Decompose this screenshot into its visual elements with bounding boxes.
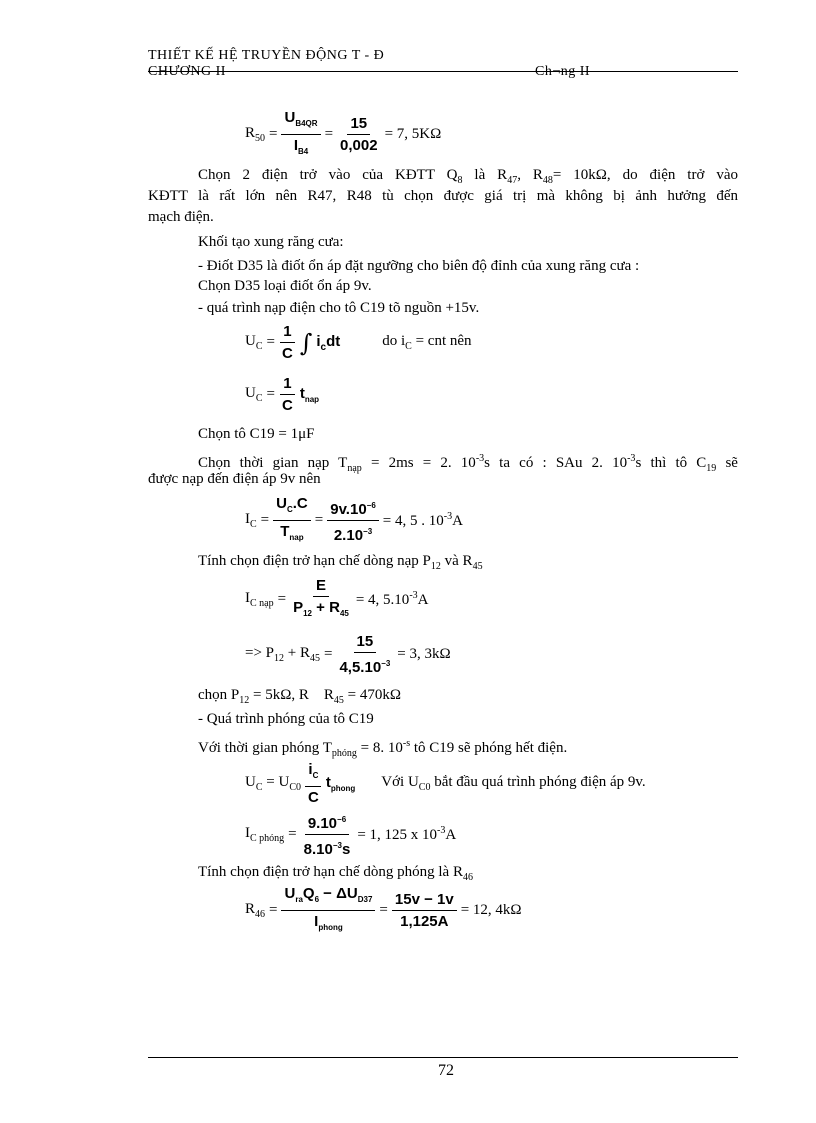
p12-result: = 3, 3kΩ bbox=[397, 646, 451, 662]
uc1-dt: dt bbox=[326, 332, 341, 350]
p3-sub: nạp bbox=[347, 463, 362, 474]
uc1-equals: = bbox=[266, 334, 275, 350]
p1-text-b: là R bbox=[462, 167, 508, 183]
section-sawtooth-heading: Khối tạo xung răng cưa: bbox=[198, 234, 344, 250]
uc2-t-sub: nap bbox=[304, 395, 320, 404]
uc1-lhs-sub: C bbox=[255, 341, 263, 352]
ic-num1-sub: C bbox=[286, 505, 293, 514]
p3-sup: -3 bbox=[475, 453, 485, 464]
uc1-lhs: U bbox=[245, 333, 256, 349]
cp-text-a: chọn P bbox=[198, 687, 240, 703]
limit-charge-text bbox=[198, 551, 788, 577]
p1-text-c: , R bbox=[517, 167, 543, 183]
r46-fraction-numeric bbox=[392, 890, 457, 931]
uc3-den: C bbox=[307, 789, 319, 806]
p1-text-a: Chọn 2 điện trở vào của KĐTT Q bbox=[198, 167, 458, 183]
uc1-note-a: do i bbox=[382, 333, 406, 349]
uc3-t-sub: phong bbox=[330, 784, 356, 793]
equation-r50: $R_{50}$ = $\frac{U_{B4QR}}{I_{B4}}$ = $\frac{15}{0,002}$ = 7, 5KΩ bbox=[245, 108, 441, 161]
r46-num1-sub2: 6 bbox=[314, 895, 320, 904]
uc2-t: t bbox=[299, 385, 305, 402]
r46-num2: 15v − 1v bbox=[392, 890, 457, 911]
ic-lhs: I bbox=[245, 511, 250, 527]
header-rule bbox=[148, 71, 738, 72]
choose-c19-text: Chọn tô C19 = 1μF bbox=[198, 426, 315, 442]
ic-result: = 4, 5 . 10 bbox=[382, 513, 444, 529]
ld-sub: 46 bbox=[462, 872, 473, 883]
ic-fraction-symbolic bbox=[273, 494, 311, 547]
lc-text-a: Tính chọn điện trở hạn chế dòng nạp P bbox=[198, 553, 431, 569]
uc3-note-sub: C0 bbox=[418, 782, 431, 793]
uc3-t: t bbox=[325, 774, 331, 791]
r46-lhs: R bbox=[245, 901, 256, 917]
r50-num2: 15 bbox=[347, 114, 370, 135]
lc-text-b: và R bbox=[440, 553, 473, 569]
icnap-lhs-sub: C nạp bbox=[250, 598, 274, 609]
r46-fraction-symbolic bbox=[281, 884, 375, 937]
icphong-num: 9.10 bbox=[307, 815, 338, 832]
r50-den1: I bbox=[293, 137, 298, 154]
p12-fraction bbox=[336, 632, 393, 677]
ic-den2-sup: −3 bbox=[363, 527, 373, 536]
dt-text-c: tô C19 sẽ phóng hết điện. bbox=[410, 740, 568, 756]
icnap-den-b: + R bbox=[312, 599, 340, 616]
uc1-den: C bbox=[281, 345, 293, 362]
ic-den2: 2.10 bbox=[333, 527, 364, 544]
uc3-mid: = U bbox=[262, 774, 290, 790]
icphong-fraction bbox=[301, 810, 354, 859]
icnap-result-unit: A bbox=[417, 592, 429, 608]
p12-lhs-sub2: 45 bbox=[309, 653, 320, 664]
uc2-den: C bbox=[281, 397, 293, 414]
uc1-note-sub: C bbox=[405, 341, 412, 352]
r50-den2: 0,002 bbox=[340, 137, 378, 154]
p3-text-b: = 2ms = 2. 10 bbox=[361, 455, 476, 471]
r50-equals: = bbox=[269, 126, 278, 142]
uc3-fraction bbox=[305, 760, 322, 807]
p1-r47-sub: 47 bbox=[507, 175, 518, 186]
p12-lhs-sub1: 12 bbox=[274, 653, 285, 664]
equation-ic-nap bbox=[245, 576, 429, 623]
uc1-integrand: i bbox=[316, 332, 321, 350]
uc3-num-sub: C bbox=[312, 771, 319, 780]
uc1-num: 1 bbox=[280, 322, 294, 343]
uc1-note-b: = cnt nên bbox=[411, 333, 472, 349]
ic-den1: T bbox=[280, 523, 290, 540]
uc1-fraction bbox=[279, 322, 296, 363]
equation-uc-discharge bbox=[245, 760, 646, 807]
ic-result-unit: A bbox=[452, 513, 463, 529]
r50-lhs: R bbox=[245, 125, 256, 141]
r50-lhs-sub: 50 bbox=[255, 133, 266, 144]
paragraph-charge-time-line2: được nạp đến điện áp 9v nên bbox=[148, 471, 321, 487]
cp-sub2: 45 bbox=[333, 695, 344, 706]
lc-sub1: 12 bbox=[430, 561, 441, 572]
uc2-num: 1 bbox=[280, 374, 294, 395]
icnap-fraction bbox=[290, 576, 352, 623]
r50-result: = 7, 5KΩ bbox=[384, 126, 442, 142]
r46-num1-sub1: ra bbox=[295, 895, 303, 904]
icphong-lhs-sub: C phóng bbox=[250, 833, 285, 844]
equation-p12-r45 bbox=[245, 632, 451, 677]
r46-lhs-sub: 46 bbox=[255, 909, 266, 920]
uc3-num: i bbox=[308, 761, 313, 778]
ic-equals: = bbox=[260, 512, 270, 528]
p12-equals: = bbox=[323, 646, 333, 662]
uc3-note-b: bắt đầu quá trình phóng điện áp 9v. bbox=[430, 774, 646, 790]
uc2-lhs-sub: C bbox=[255, 393, 263, 404]
ic-den1-sub: nap bbox=[289, 533, 304, 542]
p3-text-c: s ta có : SAu 2. 10 bbox=[484, 455, 628, 471]
icphong-den-unit: s bbox=[341, 841, 351, 858]
ic-fraction-numeric bbox=[327, 496, 379, 545]
uc3-lhs-sub: C bbox=[255, 782, 263, 793]
uc3-lhs: U bbox=[245, 774, 256, 790]
uc2-lhs: U bbox=[245, 385, 256, 401]
ic-num2-sup: −6 bbox=[366, 501, 376, 510]
equation-uc-integral bbox=[245, 322, 472, 363]
ic-num2: 9v.10 bbox=[330, 501, 367, 518]
equation-uc-linear bbox=[245, 374, 319, 415]
icnap-lhs: I bbox=[245, 590, 250, 606]
dt-text-a: Với thời gian phóng T bbox=[198, 740, 332, 756]
uc2-equals: = bbox=[266, 386, 275, 402]
ic-lhs-sub: C bbox=[250, 519, 257, 530]
r50-den1-sub: B4 bbox=[297, 147, 309, 156]
icnap-num: E bbox=[313, 576, 329, 597]
p12-den-sup: −3 bbox=[381, 659, 391, 668]
icnap-den-sub1: 12 bbox=[303, 609, 312, 618]
p3-text-a: Chọn thời gian nạp T bbox=[198, 455, 348, 471]
icnap-den-sub2: 45 bbox=[339, 609, 349, 618]
r46-num1-a: U bbox=[284, 885, 296, 902]
r46-den1-sub: phong bbox=[318, 923, 343, 932]
p3-sup2: -3 bbox=[627, 453, 636, 464]
p3-sub2: 19 bbox=[706, 463, 717, 474]
p12-lhs-b: + R bbox=[284, 645, 310, 661]
cp-sub1: 12 bbox=[239, 695, 250, 706]
r46-num1-b: Q bbox=[302, 885, 315, 902]
icnap-den-a: P bbox=[293, 599, 304, 616]
p1-q-sub: 8 bbox=[457, 175, 463, 186]
icphong-equals: = bbox=[288, 826, 297, 842]
icphong-den: 8.10 bbox=[303, 841, 333, 858]
footer-rule bbox=[148, 1057, 738, 1058]
p12-den: 4,5.10 bbox=[339, 659, 382, 676]
icphong-result-sup: -3 bbox=[437, 825, 446, 836]
charge-process-text: - quá trình nạp điện cho tô C19 tõ nguồn +15v. bbox=[198, 300, 480, 316]
r46-equals: = bbox=[269, 902, 278, 918]
ld-text-a: Tính chọn điện trở hạn chế dòng phóng là R bbox=[198, 864, 463, 880]
integral-symbol: ∫ bbox=[299, 328, 313, 357]
ic-result-sup: -3 bbox=[443, 511, 453, 522]
paragraph-diode-line2: Chọn D35 loại điốt ổn áp 9v. bbox=[198, 278, 372, 294]
uc3-mid-sub: C0 bbox=[289, 782, 301, 793]
icnap-result: = 4, 5.10 bbox=[355, 592, 410, 608]
paragraph-diode-line1: - Điốt D35 là điốt ổn áp đặt ngưỡng cho biên độ đỉnh của xung răng cưa : bbox=[198, 258, 640, 274]
icnap-result-sup: -3 bbox=[409, 590, 418, 601]
icphong-lhs: I bbox=[245, 825, 250, 841]
icphong-result-unit: A bbox=[445, 827, 457, 843]
lc-sub2: 45 bbox=[472, 561, 483, 572]
r46-num1-c: − ΔU bbox=[319, 885, 358, 902]
r50-num1: U bbox=[284, 109, 296, 126]
r46-den2: 1,125A bbox=[400, 913, 449, 930]
p3-text-e: sẽ bbox=[716, 455, 738, 471]
r50-num1-sub: B4QR bbox=[295, 119, 318, 128]
p1-r48-sub: 48 bbox=[542, 175, 553, 186]
r50-fraction-symbolic bbox=[281, 108, 320, 161]
p1-text-d: = 10kΩ, do điện trở vào bbox=[552, 167, 738, 183]
cp-text-c: = 470kΩ bbox=[343, 687, 401, 703]
chapter-label-left: CHƯƠNG II bbox=[148, 64, 226, 79]
icphong-den-sup: −3 bbox=[332, 841, 342, 850]
equation-ic-phong bbox=[245, 810, 456, 859]
discharge-process-text: - Quá trình phóng của tô C19 bbox=[198, 711, 374, 727]
icnap-equals: = bbox=[277, 591, 287, 607]
choose-p12-text bbox=[198, 685, 788, 711]
p12-num: 15 bbox=[354, 632, 377, 653]
equation-ic: $I_C$ = $\frac{U_C.C}{T_{nap}}$ = $\frac{9v.10^{-6}}{2.10^{-3}}$ = 4, 5 . $10^{-3}A$ bbox=[245, 494, 463, 547]
equation-r46: $R_{46}$ = $\frac{U_{ra}Q_6 - \Delta U_{D37}}{I_{phong}}$ = $\frac{15v - 1v}{1,125A}$ = 12, 4kΩ bbox=[245, 884, 522, 937]
r46-num1-sub3: D37 bbox=[357, 895, 373, 904]
dt-sup: -s bbox=[402, 738, 411, 749]
uc3-note-a: Với U bbox=[381, 774, 419, 790]
dt-sub: phóng bbox=[331, 748, 357, 759]
dt-text-b: = 8. 10 bbox=[356, 740, 403, 756]
icphong-result: = 1, 125 x 10 bbox=[357, 827, 438, 843]
page-number: 72 bbox=[438, 1062, 454, 1079]
uc2-fraction bbox=[279, 374, 296, 415]
ic-num1: U bbox=[276, 495, 287, 512]
paragraph-input-resistors-line2: KĐTT là rất lớn nên R47, R48 tù chọn được giá trị mà không bị ảnh hưởng đến bbox=[148, 188, 738, 204]
ic-num1-b: .C bbox=[292, 495, 308, 512]
p3-text-d: s thì tô C bbox=[635, 455, 707, 471]
r46-result: = 12, 4kΩ bbox=[460, 902, 522, 918]
uc1-integrand-sub: c bbox=[320, 341, 327, 353]
document-header-title: THIẾT KẾ HỆ TRUYỀN ĐỘNG T - Đ bbox=[148, 48, 385, 63]
p12-lhs-a: => P bbox=[245, 645, 275, 661]
cp-text-b: = 5kΩ, R R bbox=[249, 687, 334, 703]
r50-fraction-numeric bbox=[337, 114, 381, 155]
r46-den1: I bbox=[314, 913, 319, 930]
chapter-label-right: Ch¬ng II bbox=[535, 64, 591, 79]
icphong-num-sup: −6 bbox=[337, 815, 347, 824]
paragraph-input-resistors-line3: mạch điện. bbox=[148, 209, 214, 225]
